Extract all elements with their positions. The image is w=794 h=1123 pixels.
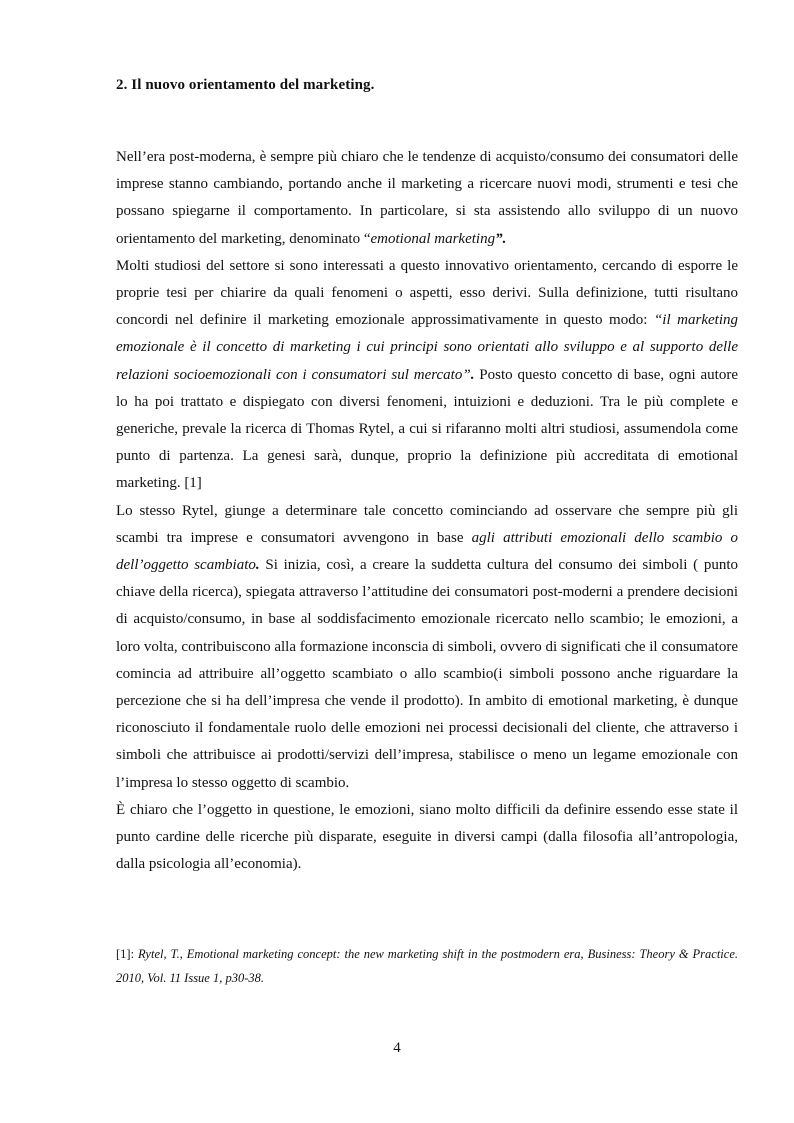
paragraph-1 [116, 144, 738, 253]
paragraph-3-text-a: Lo stesso Rytel, giunge a determinare tale concetto cominciando ad osservare che sempre più gli scambi tra imprese e consumatori avvengono in base [116, 502, 738, 546]
definition-quote-period: . [470, 366, 475, 383]
definition-quote: “il marketing emozionale è il concetto di marketing i cui principi sono orientati allo sviluppo e al supporto delle relazioni socioemozionali con i consumatori sul mercato” [116, 312, 738, 383]
paragraph-2-text-a: Molti studiosi del settore si sono interessati a questo innovativo orientamento, cercando di esporre le proprie tesi per chiarire da quali fenomeni o aspetti, esso derivi. Sulla definizione, tutti risultano concordi nel definire il marketing emozionale approssimativamente in questo modo: [116, 257, 738, 329]
paragraph-1-text-a: Nell’era post-moderna, è sempre più chiaro che le tendenze di acquisto/consumo dei consumatori delle imprese stanno cambiando, portando anche il marketing a ricercare nuovi modi, strumenti e tesi che possano spiegarne il comportamento. In particolare, si sta assistendo allo sviluppo di un nuovo orientamento del marketing, denominato “ [116, 149, 738, 247]
body-text [116, 144, 738, 878]
paragraph-1-text-close: ”. [495, 230, 507, 247]
page-number: 4 [393, 1040, 401, 1056]
footnote-label: [1]: [116, 947, 139, 961]
paragraph-3 [116, 498, 738, 797]
paragraph-2 [116, 253, 738, 498]
emotional-attributes-period: . [255, 557, 260, 574]
section-heading: 2. Il nuovo orientamento del marketing. [116, 77, 375, 93]
emotional-marketing-term: emotional marketing [370, 230, 496, 247]
paragraph-4: È chiaro che l’oggetto in questione, le emozioni, siano molto difficili da definire essendo esse state il punto cardine delle ricerche più disparate, eseguite in diversi campi (dalla filosofia all’antropologia, dalla psicologia all’economia). [116, 801, 738, 873]
emotional-attributes-phrase: agli attributi emozionali dello scambio o dell’oggetto scambiato [116, 529, 738, 574]
paragraph-3-text-b: Si inizia, così, a creare la suddetta cultura del consumo dei simboli ( punto chiave della ricerca), spiegata attraverso l’attitudine dei consumatori post-moderni a prendere decisioni di acquisto/consumo, in base al soddisfacimento emozionale ricercato nello scambio; le emozioni, a loro volta, contribuiscono alla formazione inconscia di simboli, ovvero di significati che il consumatore comincia ad attribuire all’oggetto scambiato o allo scambio(i simboli possono anche riguardare la percezione che si ha dell’impresa che vende il prodotto). In ambito di emotional marketing, è dunque riconosciuto il fondamentale ruolo delle emozioni nei processi decisionali del cliente, che attraverso i simboli che attribuisce ai prodotti/servizi dell’impresa, stabilisce o meno un legame emozionale con l’impresa lo stesso oggetto di scambio. [116, 557, 738, 791]
footnote [116, 943, 738, 990]
paragraph-2-text-b: Posto questo concetto di base, ogni autore lo ha poi trattato e dispiegato con diversi fenomeni, intuizioni e deduzioni. Tra le più complete e generiche, prevale la ricerca di Thomas Rytel, a cui si rifaranno molti altri studiosi, assumendola come punto di partenza. La genesi sarà, dunque, proprio la definizione più accreditata di emotional marketing. [1] [116, 366, 738, 492]
footnote-citation: Rytel, T., Emotional marketing concept: the new marketing shift in the postmodern era, Business: Theory & Practice. 2010, Vol. 11 Issue 1, p30-38. [116, 947, 738, 985]
